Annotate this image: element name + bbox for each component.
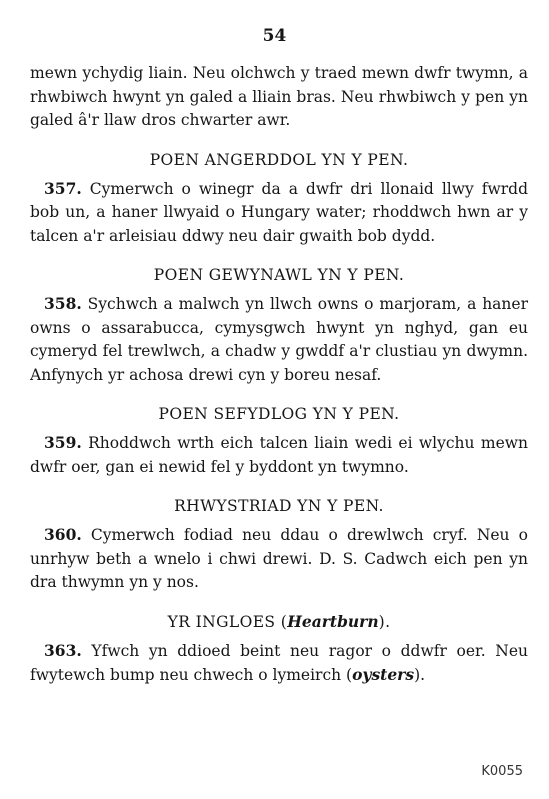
section-paragraph (30, 177, 528, 249)
entry-number: 359. (44, 433, 82, 452)
entry-text: Rhoddwch wrth eich talcen liain wedi ei wlychu mewn dwfr oer, gan ei newid fel y byddont yn twymno. (30, 434, 528, 476)
section-heading: POEN SEFYDLOG YN Y PEN. (158, 405, 400, 423)
entry-text: Cymerwch fodiad neu ddau o drewlwch cryf. Neu o unrhyw beth a wnelo i chwi drewi. D. S. Cadwch eich pen yn dra thwymn yn y nos. (30, 526, 528, 591)
heading-main: YR INGLOES ( (167, 612, 288, 631)
entry-number: 360. (44, 525, 82, 544)
section-paragraph (30, 431, 528, 479)
section-357 (30, 149, 528, 249)
entry-text-end: ). (414, 666, 426, 684)
entry-number: 357. (44, 178, 82, 198)
opening-paragraph: mewn ychydig liain. Neu olchwch y traed mewn dwfr twymn, a rhwbiwch hwynt yn galed a lliain bras. Neu rhwbiwch y pen yn galed â'r llaw dros chwarter awr. (30, 64, 528, 129)
heading-italic: Heartburn (287, 611, 379, 631)
section-paragraph (30, 639, 528, 688)
entry-number: 363. (44, 640, 82, 660)
section-paragraph (30, 523, 528, 595)
section-heading: RHWYSTRIAD YN Y PEN. (174, 497, 384, 515)
entry-number: 358. (44, 294, 82, 313)
entry-text: Yfwch yn ddioed beint neu ragor o ddwfr oer. Neu fwytewch bump neu chwech o lymeirch ( (30, 641, 528, 684)
section-358 (30, 264, 528, 387)
section-heading: POEN GEWYNAWL YN Y PEN. (153, 266, 405, 284)
page-number: 54 (262, 26, 287, 46)
section-359 (30, 403, 528, 479)
section-heading: POEN ANGERDDOL YN Y PEN. (149, 150, 409, 169)
catalog-id: K0055 (481, 764, 523, 779)
section-heading (30, 611, 528, 633)
section-paragraph (30, 292, 528, 387)
entry-italic-text: oysters (352, 665, 415, 684)
section-363 (30, 611, 528, 688)
section-360 (30, 495, 528, 595)
entry-text: Sychwch a malwch yn llwch owns o marjoram, a haner owns o assarabucca, cymysgwch hwynt yn nghyd, gan eu cymeryd fel trewlwch, a chadw y gwddf a'r clustiau yn dwymn. Anfynych yr achosa drewi cyn y boreu nesaf. (30, 295, 528, 384)
heading-end: ). (378, 612, 391, 631)
page-body (30, 62, 528, 688)
entry-text: Cymerwch o winegr da a dwfr dri llonaid llwy fwrdd bob un, a haner llwyaid o Hungary water; rhoddwch hwn ar y talcen a'r arleisiau ddwy neu dair gwaith bob dydd. (30, 179, 528, 245)
